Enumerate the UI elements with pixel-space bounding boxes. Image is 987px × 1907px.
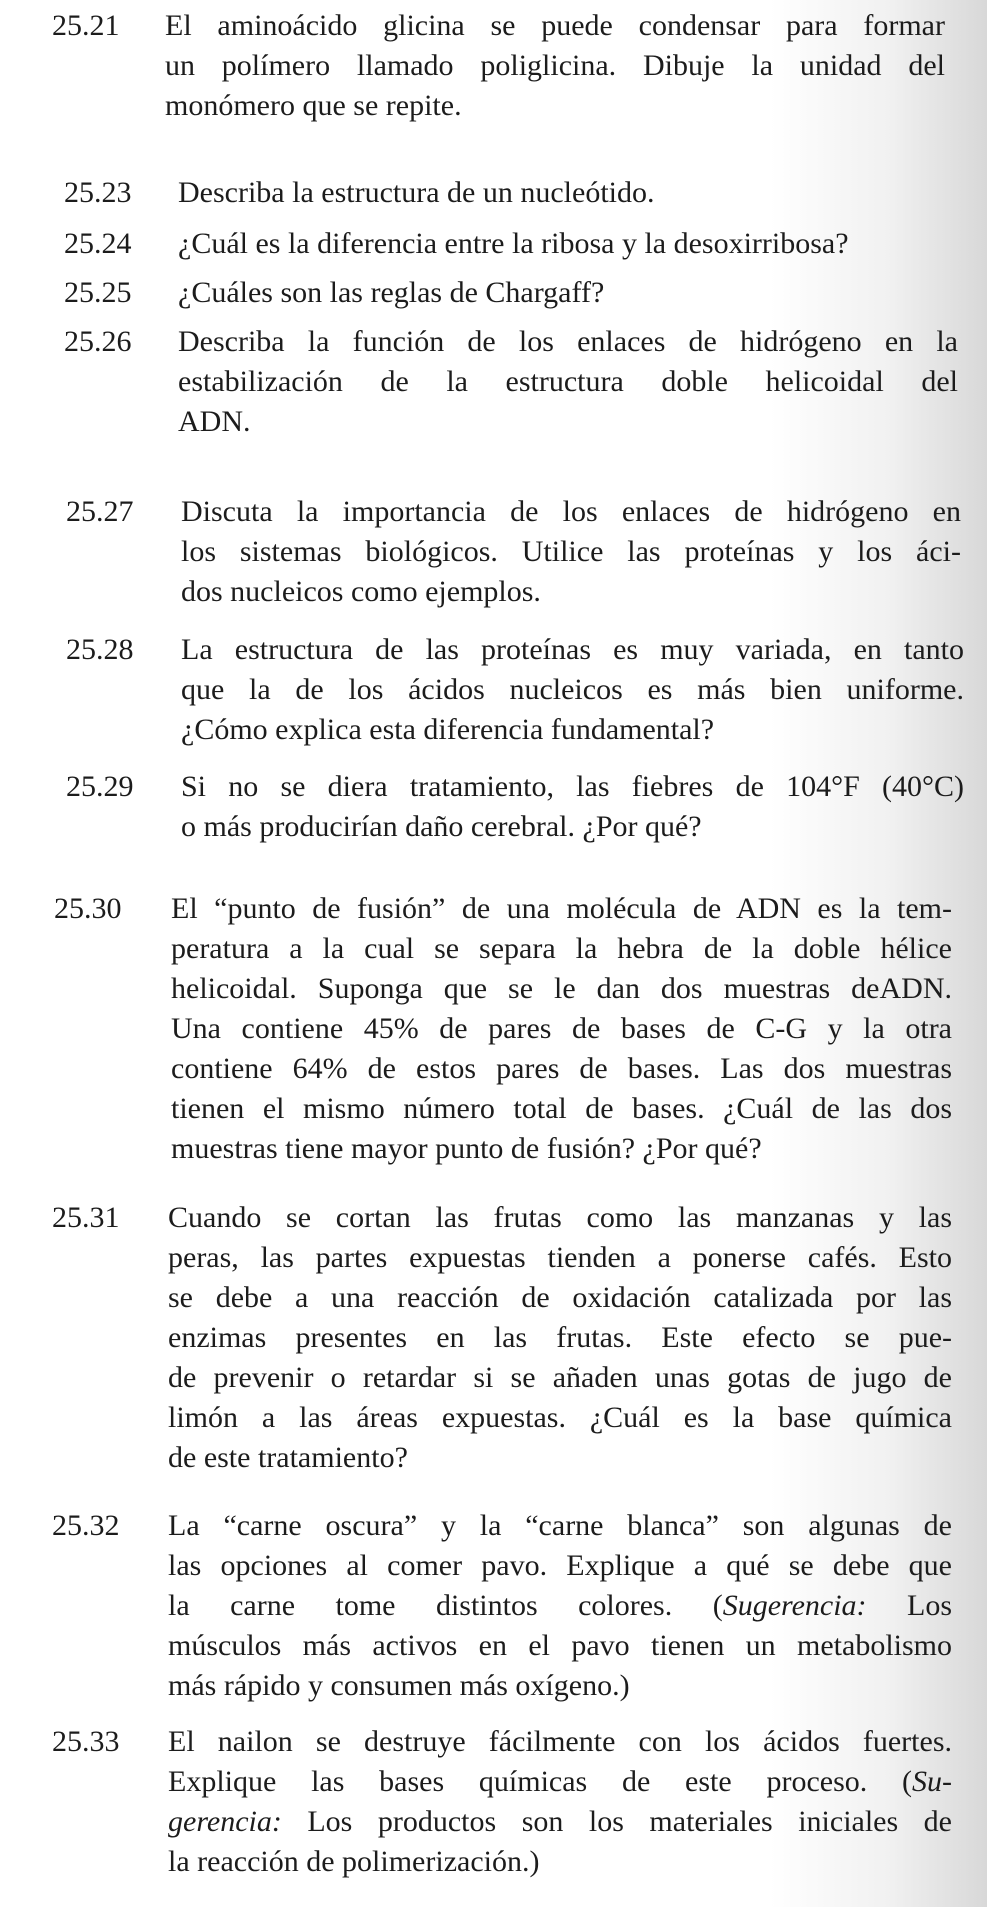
text-line: más rápido y consumen más oxígeno.) [168,1669,630,1702]
problem-number: 25.25 [64,276,132,309]
text-line: dos nucleicos como ejemplos. [181,575,541,608]
text-line: los sistemas biológicos. Utilice las proteínas y los áci- [181,535,961,568]
text-line: El nailon se destruye fácilmente con los ácidos fuertes. [168,1725,952,1758]
text-line: la reacción de polimerización.) [168,1845,540,1878]
problem-number: 25.33 [52,1725,120,1758]
problem-number: 25.27 [66,495,134,528]
text-line: ADN. [178,405,251,438]
problem-number: 25.26 [64,325,132,358]
text-segment: Los productos son los materiales iniciales de [281,1805,952,1838]
text-line: enzimas presentes en las frutas. Este efecto se pue- [168,1321,952,1354]
text-line: estabilización de la estructura doble helicoidal del [178,365,958,398]
text-line: Una contiene 45% de pares de bases de C-G y la otra [171,1012,952,1045]
text-line: El “punto de fusión” de una molécula de ADN es la tem- [171,892,952,925]
text-line: de prevenir o retardar si se añaden unas gotas de jugo de [168,1361,952,1394]
text-line: de este tratamiento? [168,1441,408,1474]
problem-text [178,224,968,264]
problem-number: 25.24 [64,227,132,260]
text-line: o más producirían daño cerebral. ¿Por qué? [181,810,702,843]
problem-text [178,273,958,313]
text-line: ¿Cuáles son las reglas de Chargaff? [178,276,605,309]
hint-label: gerencia: [168,1805,282,1838]
text-line: limón a las áreas expuestas. ¿Cuál es la base química [168,1401,952,1434]
text-line-with-hint [168,1802,952,1842]
problem-number: 25.28 [66,633,134,666]
text-line: Discuta la importancia de los enlaces de hidrógeno en [181,495,961,528]
text-line: un polímero llamado poliglicina. Dibuje la unidad del [165,49,945,82]
problem-text [181,630,964,750]
text-line: helicoidal. Suponga que se le dan dos muestras deADN. [171,972,952,1005]
text-segment: Los [866,1589,952,1622]
hint-label: Su- [912,1765,952,1798]
hint-label: Sugerencia: [722,1589,867,1622]
text-line: Describa la función de los enlaces de hidrógeno en la [178,325,958,358]
problem-text [168,1506,952,1706]
problem-text [178,173,958,213]
text-line: Describa la estructura de un nucleótido. [178,176,655,209]
problem-number: 25.29 [66,770,134,803]
text-line: las opciones al comer pavo. Explique a qué se debe que [168,1549,952,1582]
problem-text [178,322,958,442]
text-segment: la carne tome distintos colores. ( [168,1589,723,1622]
text-segment: Explique las bases químicas de este proceso. ( [168,1765,912,1798]
text-line: contiene 64% de estos pares de bases. Las dos muestras [171,1052,952,1085]
problem-number: 25.21 [52,9,120,42]
text-line: Cuando se cortan las frutas como las manzanas y las [168,1201,952,1234]
text-line: se debe a una reacción de oxidación catalizada por las [168,1281,952,1314]
problem-text [181,492,961,612]
problem-text [171,889,952,1169]
problem-number: 25.31 [52,1201,120,1234]
problem-number: 25.30 [54,892,122,925]
problem-text [181,767,964,847]
text-line: monómero que se repite. [165,89,462,122]
text-line: muestras tiene mayor punto de fusión? ¿Por qué? [171,1132,762,1165]
problem-number: 25.32 [52,1509,120,1542]
text-line: La “carne oscura” y la “carne blanca” son algunas de [168,1509,952,1542]
text-line: que la de los ácidos nucleicos es más bien uniforme. [181,673,964,706]
text-line-with-hint [168,1762,952,1802]
text-line: Si no se diera tratamiento, las fiebres de 104°F (40°C) [181,770,964,803]
problem-text [165,6,945,126]
text-line: tienen el mismo número total de bases. ¿Cuál de las dos [171,1092,952,1125]
text-line: músculos más activos en el pavo tienen un metabolismo [168,1629,952,1662]
text-line: peras, las partes expuestas tienden a ponerse cafés. Esto [168,1241,952,1274]
text-line: La estructura de las proteínas es muy variada, en tanto [181,633,964,666]
problem-number: 25.23 [64,176,132,209]
text-line-with-hint [168,1586,952,1626]
text-line: peratura a la cual se separa la hebra de la doble hélice [171,932,952,965]
text-line: El aminoácido glicina se puede condensar para formar [165,9,945,42]
text-line: ¿Cómo explica esta diferencia fundamental? [181,713,715,746]
problem-text [168,1198,952,1478]
text-line: ¿Cuál es la diferencia entre la ribosa y la desoxirribosa? [178,227,849,260]
problem-text [168,1722,952,1882]
